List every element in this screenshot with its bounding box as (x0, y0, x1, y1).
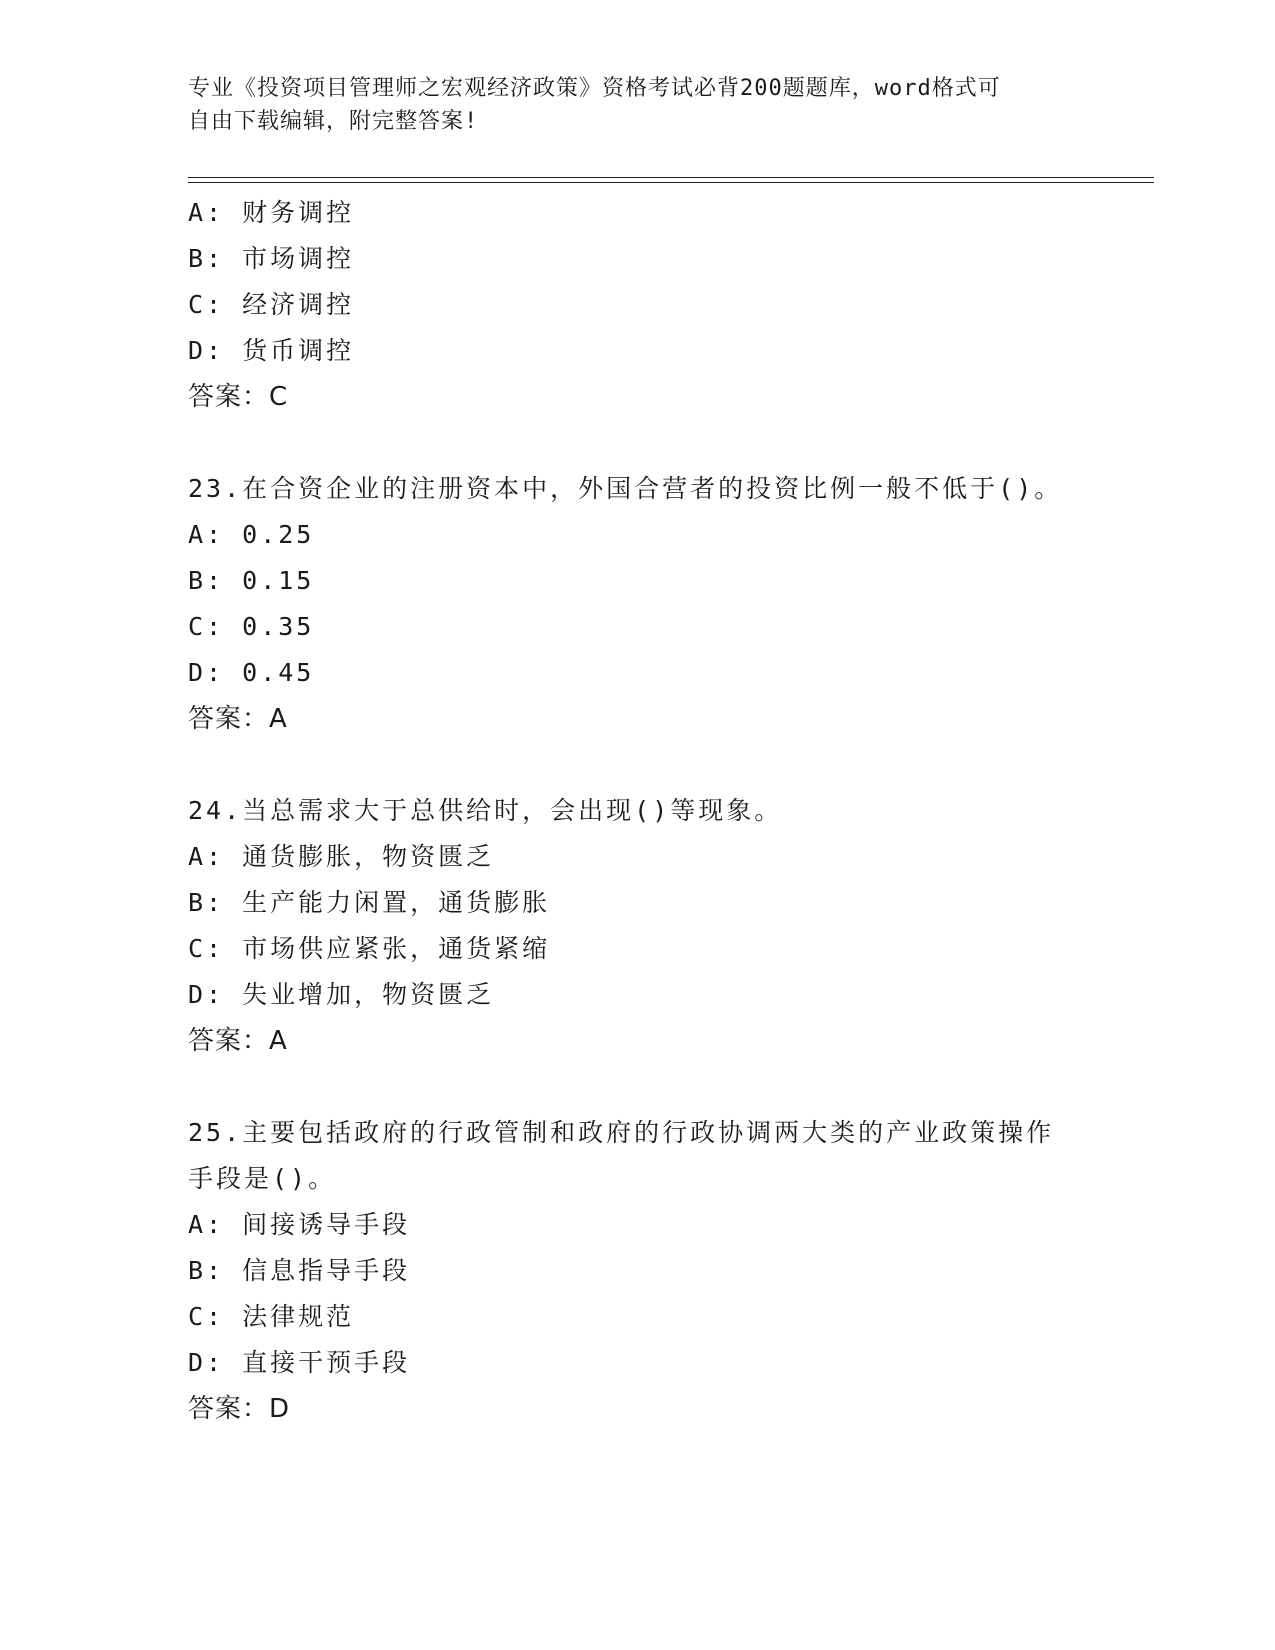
header-divider-top (188, 177, 1154, 178)
header-line-2: 自由下载编辑，附完整答案! (188, 109, 479, 134)
option-c: C: 经济调控 (188, 290, 355, 319)
option-d: D: 失业增加，物资匮乏 (188, 980, 495, 1009)
answer: 答案：C (188, 382, 289, 412)
question-text: 23.在合资企业的注册资本中，外国合营者的投资比例一般不低于()。 (188, 474, 1063, 503)
option-c: C: 市场供应紧张，通货紧缩 (188, 934, 551, 963)
option-c: C: 0.35 (188, 612, 315, 641)
question-25 (188, 1110, 1088, 1432)
option-b: B: 生产能力闲置，通货膨胀 (188, 888, 551, 917)
question-text: 24.当总需求大于总供给时，会出现()等现象。 (188, 796, 783, 825)
option-b: B: 0.15 (188, 566, 315, 595)
option-c: C: 法律规范 (188, 1302, 355, 1331)
question-list (188, 190, 1088, 1432)
document-header (188, 72, 1068, 138)
option-d: D: 0.45 (188, 658, 315, 687)
answer: 答案：D (188, 1394, 291, 1424)
option-d: D: 直接干预手段 (188, 1348, 411, 1377)
question-24 (188, 788, 1088, 1064)
option-a: A: 财务调控 (188, 198, 355, 227)
question-text-line-2: 手段是()。 (188, 1164, 337, 1193)
header-divider-bottom (188, 182, 1154, 183)
option-b: B: 信息指导手段 (188, 1256, 411, 1285)
question-22 (188, 190, 1088, 420)
option-a: A: 通货膨胀，物资匮乏 (188, 842, 495, 871)
header-line-1: 专业《投资项目管理师之宏观经济政策》资格考试必背200题题库，word格式可 (188, 76, 1001, 101)
option-a: A: 间接诱导手段 (188, 1210, 411, 1239)
answer: 答案：A (188, 1026, 288, 1056)
question-23 (188, 466, 1088, 742)
answer: 答案：A (188, 704, 288, 734)
option-a: A: 0.25 (188, 520, 315, 549)
option-d: D: 货币调控 (188, 336, 355, 365)
option-b: B: 市场调控 (188, 244, 355, 273)
question-text-line-1: 25.主要包括政府的行政管制和政府的行政协调两大类的产业政策操作 (188, 1118, 1055, 1147)
